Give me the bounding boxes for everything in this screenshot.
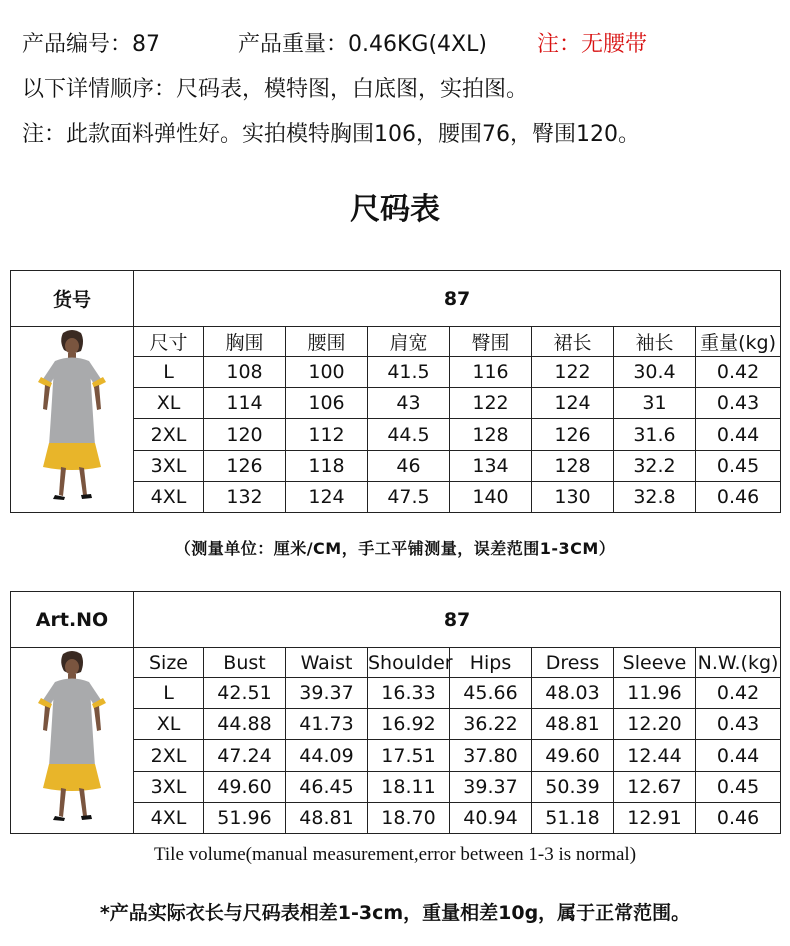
column-header: Size <box>134 648 204 678</box>
table-cell: 12.20 <box>614 709 696 740</box>
column-header: 重量(kg) <box>696 327 781 357</box>
table-cell: 124 <box>286 481 368 512</box>
model-figure-icon <box>17 327 127 507</box>
table-cell: 114 <box>204 388 286 419</box>
column-header: 裙长 <box>532 327 614 357</box>
table-cell: 128 <box>532 450 614 481</box>
header-line-1 <box>22 30 647 60</box>
table-cell: 2XL <box>134 740 204 771</box>
table-cell: 12.91 <box>614 802 696 833</box>
table-cell: 43 <box>368 388 450 419</box>
table-cell: 4XL <box>134 481 204 512</box>
tolerance-footer-note: *产品实际衣长与尺码表相差1-3cm，重量相差10g，属于正常范围。 <box>99 902 691 924</box>
column-header: Hips <box>450 648 532 678</box>
table-cell: 0.44 <box>696 419 781 450</box>
model-photo-cell <box>11 648 134 834</box>
table-cell: 100 <box>286 357 368 388</box>
table-cell: 32.2 <box>614 450 696 481</box>
table-cell: 124 <box>532 388 614 419</box>
table-cell: 3XL <box>134 450 204 481</box>
table-cell: 44.09 <box>286 740 368 771</box>
product-weight: 产品重量：0.46KG(4XL) <box>238 32 487 57</box>
table-cell: 47.5 <box>368 481 450 512</box>
table-cell: 40.94 <box>450 802 532 833</box>
table-cell: 48.03 <box>532 678 614 709</box>
table-cell: 51.18 <box>532 802 614 833</box>
table-cell: 116 <box>450 357 532 388</box>
size-table-cn <box>10 270 781 513</box>
table-cell: 16.92 <box>368 709 450 740</box>
table-cell: 3XL <box>134 771 204 802</box>
table-cell: 36.22 <box>450 709 532 740</box>
table-cell: 46.45 <box>286 771 368 802</box>
column-header: 胸围 <box>204 327 286 357</box>
table-cell: 37.80 <box>450 740 532 771</box>
table-cell: 46 <box>368 450 450 481</box>
table-cell: 0.46 <box>696 802 781 833</box>
table-cell: 50.39 <box>532 771 614 802</box>
table-cell: 126 <box>204 450 286 481</box>
table-cell: 47.24 <box>204 740 286 771</box>
table-cell: 106 <box>286 388 368 419</box>
size-table-en <box>10 591 781 834</box>
table-cell: 41.5 <box>368 357 450 388</box>
table-cell: 42.51 <box>204 678 286 709</box>
table-cell: 132 <box>204 481 286 512</box>
table-cell: 2XL <box>134 419 204 450</box>
size-chart-title: 尺码表 <box>350 192 440 227</box>
table-cell: 0.42 <box>696 357 781 388</box>
column-header: N.W.(kg) <box>696 648 781 678</box>
column-header: 肩宽 <box>368 327 450 357</box>
art-label-cell: Art.NO <box>11 592 134 648</box>
table-cell: 12.44 <box>614 740 696 771</box>
table-cell: 17.51 <box>368 740 450 771</box>
table-cell: XL <box>134 709 204 740</box>
table-cell: 0.45 <box>696 450 781 481</box>
column-header: 臀围 <box>450 327 532 357</box>
column-header: 腰围 <box>286 327 368 357</box>
table-cell: 130 <box>532 481 614 512</box>
column-header: Bust <box>204 648 286 678</box>
art-value-cell: 87 <box>134 592 781 648</box>
table-cell: 108 <box>204 357 286 388</box>
table-cell: 30.4 <box>614 357 696 388</box>
table-cell: 51.96 <box>204 802 286 833</box>
table-cell: 31.6 <box>614 419 696 450</box>
column-header: Sleeve <box>614 648 696 678</box>
table-cell: 118 <box>286 450 368 481</box>
table-cell: 0.43 <box>696 388 781 419</box>
model-figure-icon <box>17 648 127 828</box>
table-cell: 18.70 <box>368 802 450 833</box>
table-cell: 4XL <box>134 802 204 833</box>
art-label-cell: 货号 <box>11 271 134 327</box>
column-header: Waist <box>286 648 368 678</box>
table-cell: XL <box>134 388 204 419</box>
column-header: 尺寸 <box>134 327 204 357</box>
table-cell: 0.46 <box>696 481 781 512</box>
table-cell: 0.42 <box>696 678 781 709</box>
table-cell: 16.33 <box>368 678 450 709</box>
table-cell: L <box>134 357 204 388</box>
column-header: Dress <box>532 648 614 678</box>
column-header: 袖长 <box>614 327 696 357</box>
table-cell: L <box>134 678 204 709</box>
table-cell: 45.66 <box>450 678 532 709</box>
table-cell: 0.44 <box>696 740 781 771</box>
table-cell: 11.96 <box>614 678 696 709</box>
table-cell: 122 <box>532 357 614 388</box>
table-cell: 41.73 <box>286 709 368 740</box>
detail-order-line: 以下详情顺序：尺码表，模特图，白底图，实拍图。 <box>22 77 529 102</box>
table-cell: 39.37 <box>286 678 368 709</box>
no-belt-notice: 注：无腰带 <box>536 32 647 57</box>
product-number: 产品编号：87 <box>22 32 160 57</box>
art-value-cell: 87 <box>134 271 781 327</box>
table-cell: 31 <box>614 388 696 419</box>
table-cell: 48.81 <box>286 802 368 833</box>
table-cell: 49.60 <box>204 771 286 802</box>
measurement-note-en: Tile volume(manual measurement,error between 1-3 is normal) <box>153 844 637 865</box>
table-cell: 126 <box>532 419 614 450</box>
table-cell: 44.5 <box>368 419 450 450</box>
measurement-note-cn: （测量单位：厘米/CM，手工平铺测量，误差范围1-3CM） <box>174 539 616 558</box>
table-cell: 0.45 <box>696 771 781 802</box>
table-cell: 128 <box>450 419 532 450</box>
table-cell: 122 <box>450 388 532 419</box>
table-cell: 12.67 <box>614 771 696 802</box>
table-cell: 49.60 <box>532 740 614 771</box>
table-cell: 120 <box>204 419 286 450</box>
table-cell: 18.11 <box>368 771 450 802</box>
table-cell: 0.43 <box>696 709 781 740</box>
table-cell: 140 <box>450 481 532 512</box>
table-cell: 32.8 <box>614 481 696 512</box>
table-cell: 112 <box>286 419 368 450</box>
table-cell: 48.81 <box>532 709 614 740</box>
table-cell: 134 <box>450 450 532 481</box>
table-cell: 39.37 <box>450 771 532 802</box>
fabric-note-line: 注：此款面料弹性好。实拍模特胸围106，腰围76，臀围120。 <box>22 122 640 147</box>
model-photo-cell <box>11 327 134 513</box>
table-cell: 44.88 <box>204 709 286 740</box>
column-header: Shoulder <box>368 648 450 678</box>
